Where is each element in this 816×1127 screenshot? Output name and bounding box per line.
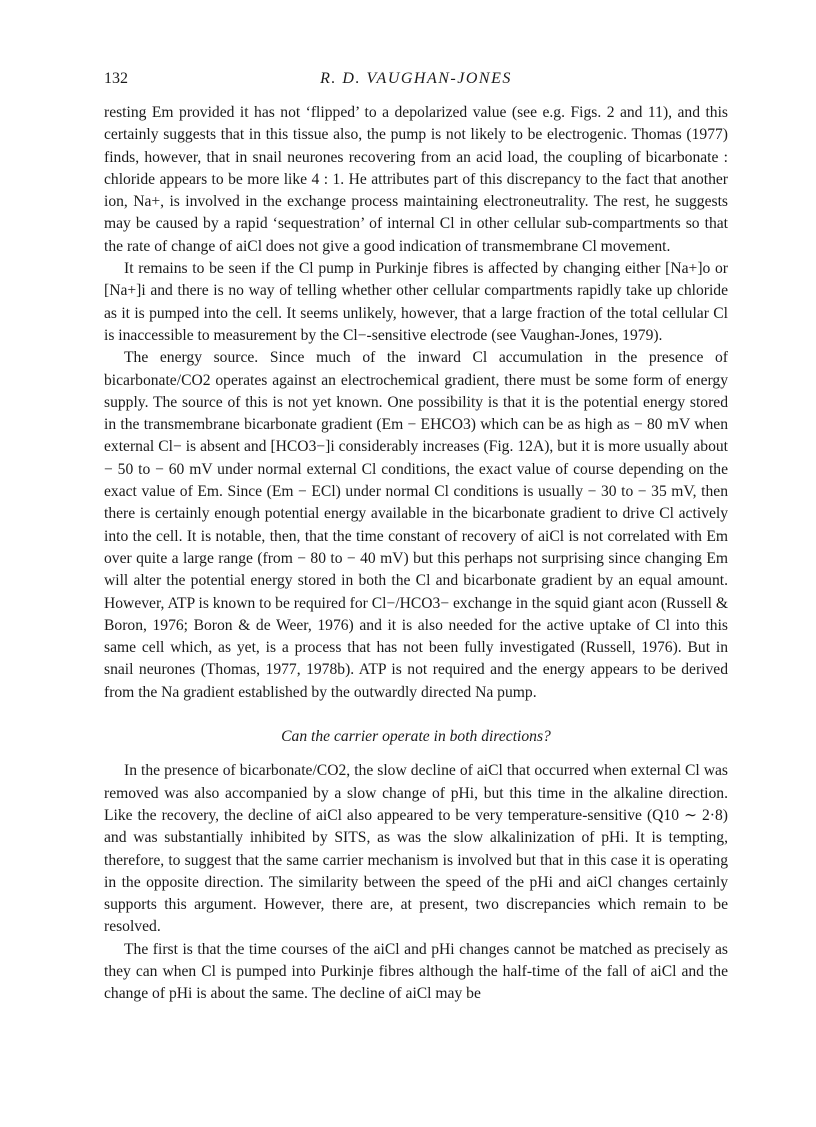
paragraph-energy-source: The energy source. Since much of the inward Cl accumulation in the presence of bicarbonate/CO2 operates against an electrochemical gradient, there must be some form of energy supply. The source of this is not yet known. One possibility is that it is the potential energy stored in the transmembrane bicarbonate gradient (Em − EHCO3) which can be as high as − 80 mV when external Cl− is absent and [HCO3−]i considerably increases (Fig. 12A), but it is more usually about − 50 to − 60 mV under normal external Cl conditions, the exact value of course depending on the exact value of Em. Since (Em − ECl) under normal Cl conditions is usually − 30 to − 35 mV, then there is certainly enough potential energy available in the bicarbonate gradient to drive Cl actively into the cell. It is notable, then, that the time constant of recovery of aiCl is not correlated with Em over quite a large range (from − 80 to − 40 mV) but this perhaps not surprising since changing Em will alter the potential energy stored in both the Cl and bicarbonate gradient by an equal amount. However, ATP is known to be required for Cl−/HCO3− exchange in the squid giant acon (Russell & Boron, 1976; Boron & de Weer, 1976) and it is also needed for the active uptake of Cl into this same cell which, as yet, is a process that has not been fully investigated (Russell, 1976). But in snail neurones (Thomas, 1977, 1978b). ATP is not required and the energy appears to be derived from the Na gradient established by the outwardly directed Na pump. (104, 349, 728, 701)
running-head: R. D. VAUGHAN-JONES (320, 70, 512, 87)
article-body (104, 102, 728, 1006)
section-heading: Can the carrier operate in both directions? (281, 728, 551, 746)
paragraph-discrepancy: The first is that the time courses of the aiCl and pHi changes cannot be matched as precisely as they can when Cl is pumped into Purkinje fibres although the half-time of the fall of aiCl and the change of pHi is about the same. The decline of aiCl may be (104, 940, 728, 1003)
paragraph-carrier-directions: In the presence of bicarbonate/CO2, the slow decline of aiCl that occurred when external Cl was removed was also accompanied by a slow change of pHi, but this time in the alkaline direction. Like the recovery, the decline of aiCl also appeared to be very temperature-sensitive (Q10 ∼ 2·8) and was substantially inhibited by SITS, as was the slow alkalinization of pHi. It is tempting, therefore, to suggest that the same carrier mechanism is involved but that in this case it is operating in the opposite direction. The similarity between the speed of the pHi and aiCl changes certainly supports this argument. However, there are, at present, two discrepancies which remain to be resolved. (104, 762, 728, 936)
paragraph-cl-pump: It remains to be seen if the Cl pump in Purkinje fibres is affected by changing either [Na+]o or [Na+]i and there is no way of telling whether other cellular compartments rapidly take up chloride as it is pumped into the cell. It seems unlikely, however, that a large fraction of the total cellular Cl is inaccessible to measurement by the Cl−-sensitive electrode (see Vaughan-Jones, 1979). (104, 260, 728, 344)
page-number: 132 (104, 70, 128, 87)
paragraph-continuation: resting Em provided it has not ‘flipped’ to a depolarized value (see e.g. Figs. 2 and 11), and this certainly suggests that in this tissue also, the pump is not likely to be electrogenic. Thomas (1977) finds, however, that in snail neurones recovering from an acid load, the coupling of bicarbonate : chloride appears to be more like 4 : 1. He attributes part of this discrepancy to the fact that another ion, Na+, is involved in the exchange process maintaining electroneutrality. The rest, he suggests may be caused by a rapid ‘sequestration’ of internal Cl in other cellular sub-compartments so that the rate of change of aiCl does not give a good indication of transmembrane Cl movement. (104, 104, 728, 255)
page-header (104, 70, 728, 94)
